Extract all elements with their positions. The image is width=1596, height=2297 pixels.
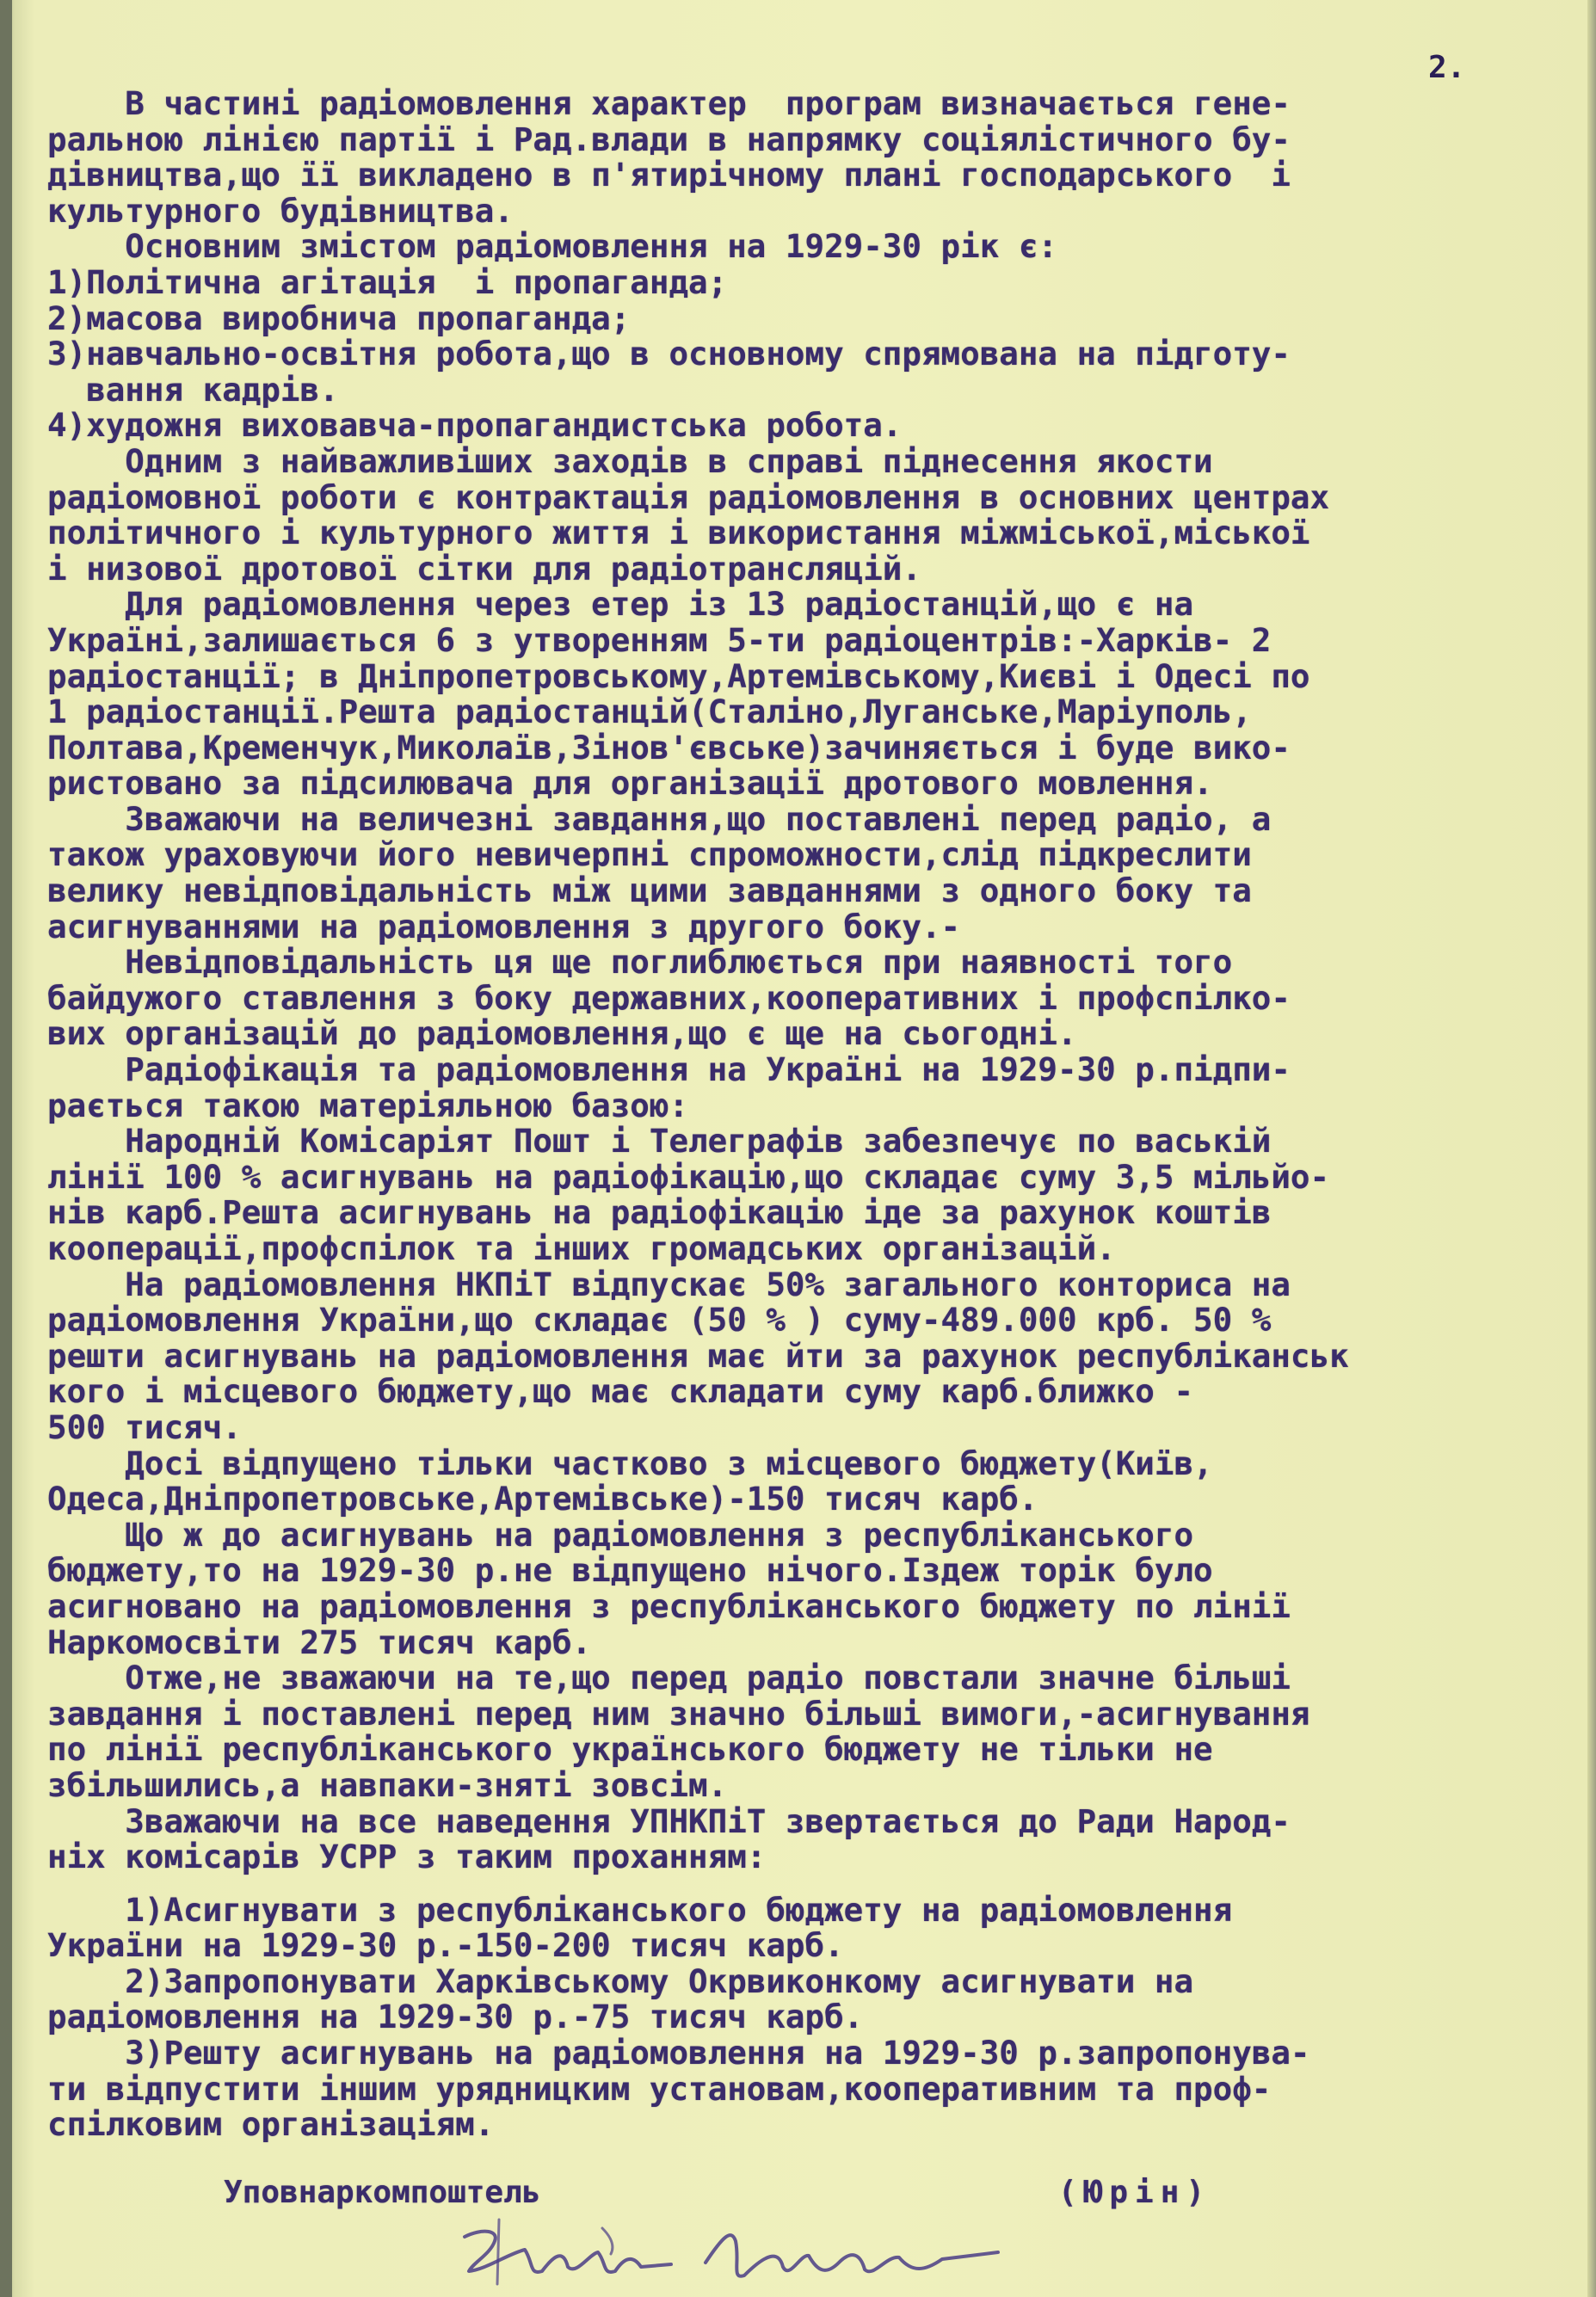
text-line: культурного будівництва.: [47, 191, 514, 230]
text-line: 1 радіостанції.Решта радіостанцій(Сталіно,Луганське,Маріуполь,: [47, 693, 1252, 731]
text-line: Народній Комісаріят Пошт і Телеграфів забезпечує по ваській: [47, 1122, 1272, 1161]
text-line: 500 тисяч.: [47, 1407, 242, 1446]
text-line: радіомовлення на 1929-30 р.-75 тисяч карб.: [47, 1998, 864, 2036]
text-line: Україні,залишається 6 з утворенням 5-ти радіоцентрів:-Харків- 2: [47, 620, 1272, 659]
text-line: 2)масова виробнича пропаганда;: [47, 299, 631, 337]
text-line: 4)художня виховавча-пропагандистська робота.: [47, 406, 903, 445]
text-line: радіомовлення України,що складає (50 % ) суму-489.000 крб. 50 %: [47, 1301, 1272, 1339]
text-line: України на 1929-30 р.-150-200 тисяч карб.: [47, 1926, 844, 1965]
text-line: радіомовної роботи є контрактація радіомовлення в основних центрах: [47, 477, 1330, 516]
text-line: асигновано на радіомовлення з республіканського бюджету по лінії: [47, 1586, 1291, 1625]
text-line: ристовано за підсилювача для організації дротового мовлення.: [47, 764, 1213, 803]
text-line: кооперації,профспілок та інших громадських організацій.: [47, 1229, 1116, 1267]
text-line: дівництва,що її викладено в п'ятирічному плані господарського і: [47, 156, 1291, 194]
text-line: збільшились,а навпаки-зняті зовсім.: [47, 1765, 728, 1804]
text-line: вих організацій до радіомовлення,що є ще на сьогодні.: [47, 1014, 1077, 1053]
text-line: спілковим організаціям.: [47, 2105, 495, 2144]
text-line: Одним з найважливіших заходів в справі піднесення якости: [47, 441, 1213, 480]
text-line: Невідповідальність ця ще поглиблюється при наявності того: [47, 943, 1233, 982]
text-line: Зважаючи на величезні завдання,що поставлені перед радіо, а: [47, 799, 1272, 838]
text-line: На радіомовлення НКПіТ відпускає 50% загального конториса на: [47, 1265, 1291, 1303]
text-line: Для радіомовлення через етер із 13 радіостанцій,що є на: [47, 585, 1194, 624]
handwritten-signature: [447, 2202, 1050, 2297]
text-line: Досі відпущено тільки частково з місцевого бюджету(Київ,: [47, 1444, 1213, 1482]
text-line: асигнуваннями на радіомовлення з другого боку.-: [47, 907, 961, 945]
text-line: байдужого ставлення з боку державних,кооперативних і профспілко-: [47, 978, 1291, 1017]
text-line: політичного і культурного життя і використання міжміської,міської: [47, 514, 1310, 552]
text-line: Наркомосвіти 275 тисяч карб.: [47, 1623, 592, 1661]
text-line: Радіофікація та радіомовлення на Україні на 1929-30 р.підпи-: [47, 1050, 1291, 1089]
text-line: радіостанції; в Дніпропетровському,Артемівському,Києві і Одесі по: [47, 656, 1310, 695]
scan-left-edge: [0, 0, 12, 2297]
scan-right-edge: [1587, 0, 1596, 2297]
text-line: Зважаючи на все наведення УПНКПіТ звертається до Ради Народ-: [47, 1801, 1291, 1840]
text-line: і низової дротової сітки для радіотрансляцій.: [47, 549, 921, 588]
signoff-name: (Юрін): [1058, 2175, 1212, 2210]
signoff-position: Уповнаркомпоштель: [224, 2175, 541, 2210]
text-line: 3)Решту асигнувань на радіомовлення на 1929-30 р.запропонува-: [47, 2034, 1310, 2072]
text-line: завдання і поставлені перед ним значно більші вимоги,-асигнування: [47, 1694, 1310, 1733]
text-line: 3)навчально-освітня робота,що в основному спрямована на підготу-: [47, 335, 1291, 373]
text-line: Одеса,Дніпропетровське,Артемівське)-150 тисяч карб.: [47, 1480, 1038, 1518]
text-line: решти асигнувань на радіомовлення має йти за рахунок республіканськ: [47, 1336, 1349, 1375]
text-line: 1)Асигнувати з республіканського бюджету на радіомовлення: [47, 1890, 1233, 1929]
text-line: велику невідповідальність між цими завданнями з одного боку та: [47, 871, 1252, 910]
text-line: ніх комісарів УСРР з таким проханням:: [47, 1838, 767, 1876]
text-line: кого і місцевого бюджету,що має складати суму карб.ближко -: [47, 1372, 1194, 1411]
text-line: по лінії республіканського українського бюджету не тільки не: [47, 1730, 1213, 1769]
text-line: В частині радіомовлення характер програм визначається гене-: [47, 84, 1291, 122]
text-line: бюджету,то на 1929-30 р.не відпущено нічого.Іздеж торік було: [47, 1551, 1213, 1590]
letter-body: [47, 86, 1544, 2143]
text-line: [47, 1875, 1544, 1893]
text-line: також ураховуючи його невичерпні спроможности,слід підкреслити: [47, 835, 1252, 874]
text-line: 1)Політична агітація і пропаганда;: [47, 262, 728, 301]
text-line: Полтава,Кременчук,Миколаїв,Зінов'євське)зачиняється і буде вико-: [47, 728, 1291, 767]
text-line: ральною лінією партії і Рад.влади в напрямку соціялістичного бу-: [47, 120, 1291, 158]
text-line: вання кадрів.: [47, 370, 339, 409]
text-line: 2)Запропонувати Харківському Окрвиконкому асигнувати на: [47, 1961, 1194, 2000]
text-line: нів карб.Решта асигнувань на радіофікацію іде за рахунок коштів: [47, 1193, 1272, 1232]
text-line: Що ж до асигнувань на радіомовлення з республіканського: [47, 1515, 1194, 1554]
text-line: Отже,не зважаючи на те,що перед радіо повстали значне більші: [47, 1659, 1291, 1697]
text-line: лінії 100 % асигнувань на радіофікацію,що складає суму 3,5 мільйо-: [47, 1157, 1330, 1196]
text-line: рається такою матеріяльною базою:: [47, 1086, 689, 1124]
text-line: Основним змістом радіомовлення на 1929-30 рік є:: [47, 227, 1057, 266]
page-number: 2.: [1428, 50, 1466, 85]
text-line: ти відпустити іншим урядницким установам,кооперативним та проф-: [47, 2069, 1272, 2108]
